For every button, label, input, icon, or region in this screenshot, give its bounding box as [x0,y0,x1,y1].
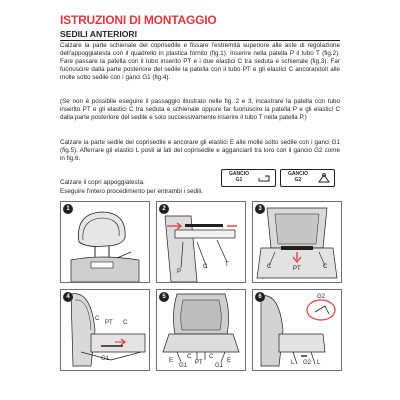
label-t: T [225,262,229,268]
label-pt: PT [195,360,203,366]
label-l: L [291,360,295,366]
figure-1-number: 1 [63,204,73,214]
figure-3 [252,201,342,283]
label-pt: PT [293,266,301,272]
label-l: L [317,360,321,366]
label-g1: G1 [101,356,110,362]
hook-g2-legend [280,169,335,187]
label-c: C [203,264,208,270]
hook-g1-label-line2: G1 [235,176,243,183]
figure-6-number: 6 [255,292,265,302]
figure-3-number: 3 [255,204,265,214]
figure-4-number: 4 [63,292,73,302]
figure-2 [156,201,246,283]
figure-5 [156,289,246,371]
label-g1: G1 [215,363,224,369]
label-c: C [209,354,214,360]
page-title: ISTRUZIONI DI MONTAGGIO [60,13,217,27]
instruction-page [60,0,340,400]
side-hooks-illustration [253,290,341,370]
label-c: C [95,316,100,322]
label-g1: G1 [179,363,188,369]
hook-g2-label-line2: G2 [294,176,302,183]
label-c: C [323,264,328,270]
figure-6 [252,289,342,371]
figure-1 [60,201,150,283]
label-c: C [267,264,272,270]
figure-5-number: 5 [159,292,169,302]
hook-g2-icon [316,172,332,184]
paragraph-2: (Se non è possibile eseguire il passaggio illustrato nelle fig. 2 e 3, incastrare la patella con tubo inserito PT e gli elastici C tra seduta e schienale oppure far fuoriuscire la patella P e gli elastici C dalla parte posteriore del sedile e solo successivamente inserire il tubo T nella patella P.) [60,98,340,122]
hook-g2-label-line1: GANCIO [288,171,308,177]
hook-g1-legend [221,169,276,187]
label-e: E [227,358,232,364]
paragraph-4: Calzare il copri appoggiatesta. [60,179,145,186]
hook-g1-label-line1: GANCIO [229,171,249,177]
label-c: C [187,354,192,360]
hook-g1-icon [257,172,273,184]
label-pt: PT [105,320,113,326]
label-e: E [169,358,174,364]
paragraph-1: Calzare la parte schienale del coprisedile e fissare l'estremità superiore alle aste di regolazione dell'appoggiatesta con il quadrello in plastica fornito (fig.1). Inserire nella patella P il tubo T (fig.2). Fare passare la patella con il tubo inserito PT e i due elastici C tra seduta e schienale (fig.3). Far fuoriuscire dalla parte posteriore del sedile la patella con il tubo PT e gli elastici C ancorandoli alle molle sotto sedile con i ganci G1 (fig.4). [60,42,340,82]
label-p: P [177,269,182,275]
label-g2: G2 [317,294,326,300]
paragraph-3: Calzare la parte sedile del coprisedile e ancorare gli elastici E alle molle sotto sedile con i ganci G1 (fig.5). Afferrare gli elastici L posti ai lati del coprisedile e agganciarli tra loro con il gancio G2 come in fig.6. [60,139,340,163]
label-g2: G2 [303,360,312,366]
figure-4 [60,289,150,371]
section-subtitle: SEDILI ANTERIORI [60,29,138,39]
label-c: C [123,320,128,326]
section-divider [60,40,340,41]
flap-tube-illustration [157,202,245,282]
figure-2-number: 2 [159,204,169,214]
paragraph-5: Eseguire l'intero procedimento per entrambi i sedili. [60,188,203,195]
headrest-illustration [61,202,149,282]
